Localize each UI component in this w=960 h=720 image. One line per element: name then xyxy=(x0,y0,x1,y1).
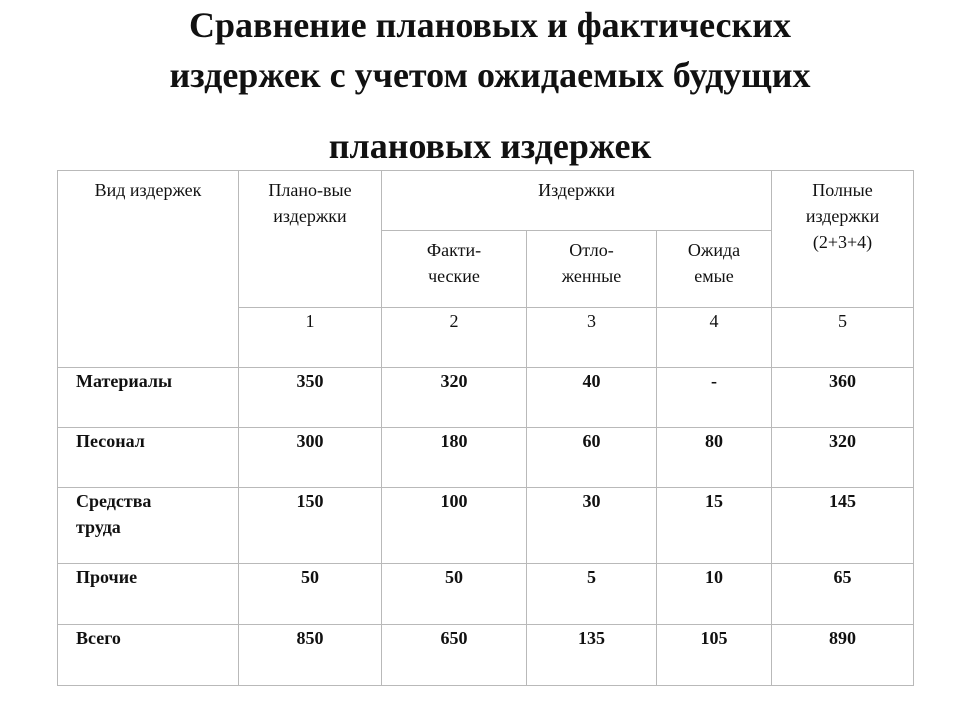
table-row xyxy=(58,625,914,686)
header-cost-type: Вид издержек xyxy=(58,171,239,368)
header-deferred: Отло-женные xyxy=(527,231,657,308)
column-number: 2 xyxy=(382,308,527,368)
header-costs-group: Издержки xyxy=(382,171,772,231)
header-planned: Плано-вые издержки xyxy=(239,171,382,308)
cell-total: 145 xyxy=(772,488,914,564)
cell-total: 65 xyxy=(772,564,914,625)
cell-total: 360 xyxy=(772,368,914,428)
cell-expected: 10 xyxy=(657,564,772,625)
title-line-3: плановых издержек xyxy=(328,126,652,166)
table-row xyxy=(58,428,914,488)
cell-planned: 850 xyxy=(239,625,382,686)
column-number: 5 xyxy=(772,308,914,368)
cell-total: 320 xyxy=(772,428,914,488)
cell-expected: 15 xyxy=(657,488,772,564)
cell-actual: 650 xyxy=(382,625,527,686)
title-line-1: Сравнение плановых и фактических xyxy=(189,5,791,45)
header-total: Полные издержки (2+3+4) xyxy=(772,171,914,308)
row-name: Прочие xyxy=(58,564,239,625)
column-number: 4 xyxy=(657,308,772,368)
cost-comparison-table xyxy=(57,170,914,686)
row-name: Материалы xyxy=(58,368,239,428)
row-name: Всего xyxy=(58,625,239,686)
cell-deferred: 135 xyxy=(527,625,657,686)
header-row-1 xyxy=(58,171,914,231)
row-name: Средства труда xyxy=(58,488,239,564)
cell-total: 890 xyxy=(772,625,914,686)
column-number: 3 xyxy=(527,308,657,368)
cell-deferred: 40 xyxy=(527,368,657,428)
cell-actual: 50 xyxy=(382,564,527,625)
header-expected: Ожида емые xyxy=(657,231,772,308)
page-title xyxy=(60,0,920,171)
cell-expected: 105 xyxy=(657,625,772,686)
cell-actual: 320 xyxy=(382,368,527,428)
row-name: Песонал xyxy=(58,428,239,488)
cell-deferred: 5 xyxy=(527,564,657,625)
header-actual: Факти-ческие xyxy=(382,231,527,308)
table-row xyxy=(58,368,914,428)
cell-actual: 100 xyxy=(382,488,527,564)
cell-planned: 300 xyxy=(239,428,382,488)
cell-expected: - xyxy=(657,368,772,428)
cell-planned: 50 xyxy=(239,564,382,625)
cell-planned: 350 xyxy=(239,368,382,428)
cell-deferred: 30 xyxy=(527,488,657,564)
cell-actual: 180 xyxy=(382,428,527,488)
title-line-2: издержек с учетом ожидаемых будущих xyxy=(169,55,811,95)
column-number: 1 xyxy=(239,308,382,368)
table-row xyxy=(58,488,914,564)
cell-expected: 80 xyxy=(657,428,772,488)
table-row xyxy=(58,564,914,625)
cell-planned: 150 xyxy=(239,488,382,564)
cell-deferred: 60 xyxy=(527,428,657,488)
